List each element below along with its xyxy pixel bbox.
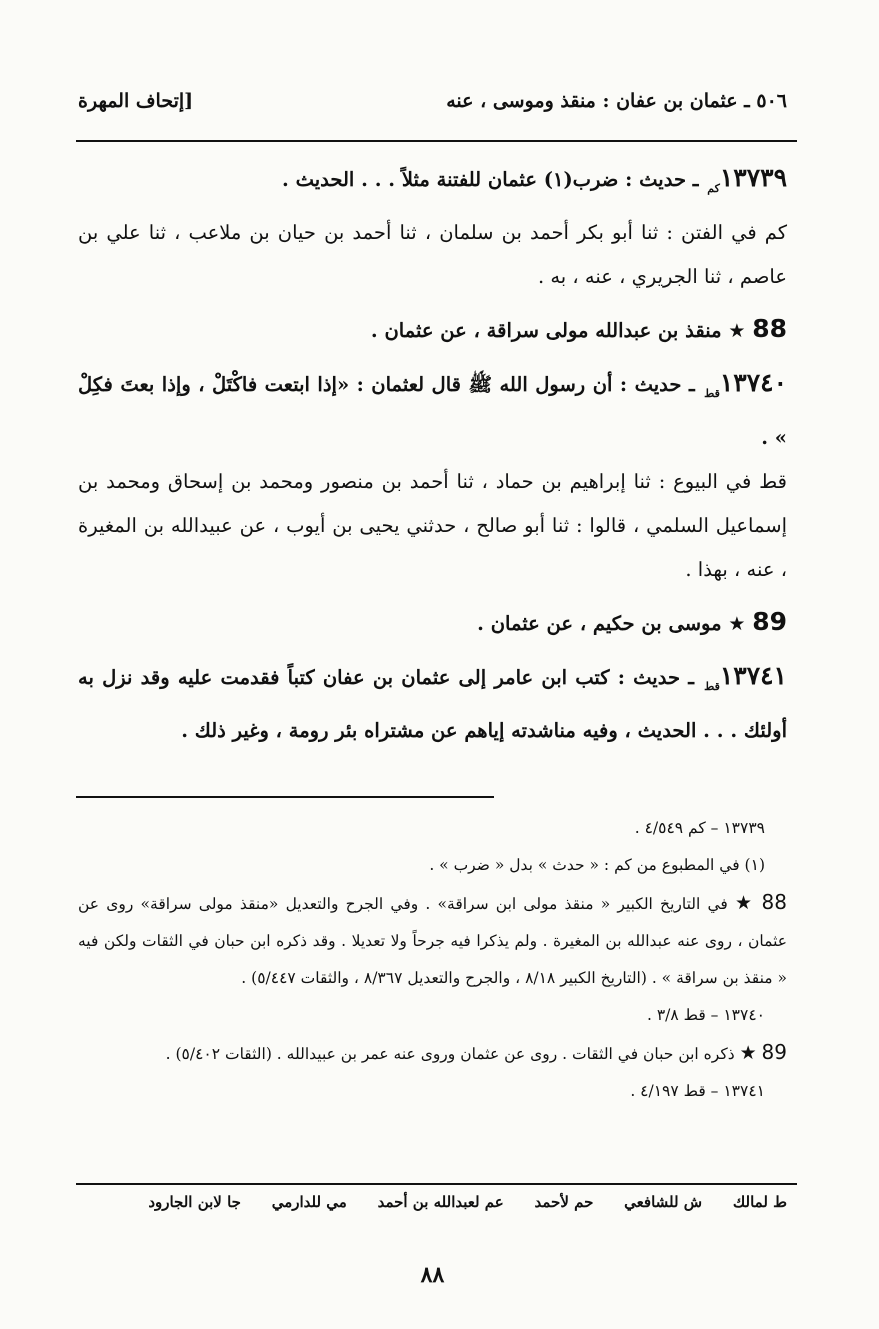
star-icon: ★ [735,892,755,914]
header-book-title: [إتحاف المهرة [78,90,194,112]
running-header [78,86,787,126]
main-text [78,156,787,753]
hadith-number: ١٣٧٤١ [719,661,787,690]
star-icon: ★ [728,613,746,635]
footnote-source: ١٣٧٣٩ – كم ٤/٥٤٩ . [634,819,765,837]
hadith-entry [78,654,787,753]
footnote-rule [76,796,494,798]
bio-number: 88 [752,314,787,343]
hadith-entry [78,156,787,211]
star-icon: ★ [739,1042,757,1064]
abbreviation-key [78,1193,787,1211]
footnote-source: ١٣٧٤٠ – قط ٣/٨ . [646,1006,765,1024]
page-number: ٨٨ [420,1262,445,1288]
bio-number: 88 [761,890,787,914]
abbreviation-item: ط لمالك [732,1193,787,1211]
footnote-source: ١٣٧٤١ – قط ٤/١٩٧ . [630,1082,765,1100]
hadith-text: ـ حديث : ضرب(١) عثمان للفتنة مثلاً . . . الحديث . [282,168,699,191]
abbreviation-item: حم لأحمد [534,1193,594,1211]
footnote-bio [78,884,787,997]
isnad-text: كم في الفتن : ثنا أبو بكر أحمد بن سلمان ، ثنا أحمد بن حيان بن ملاعب ، ثنا علي بن عاصم ، ثنا الجريري ، عنه ، به . [78,221,787,288]
hadith-text: ـ حديث : أن رسول الله ﷺ قال لعثمان : «إذا ابتعت فاكْتَلْ ، وإذا بعتَ فكِلْ » . [78,373,787,449]
bio-number: 89 [761,1040,787,1064]
abbreviation-item: مي للدارمي [271,1193,347,1211]
bio-number: 89 [752,607,787,636]
narrator-bio-heading [78,600,787,646]
footnote-bio-text: ذكره ابن حبان في الثقات . روى عن عثمان وروى عنه عمر بن عبيدالله . (الثقات ٥/٤٠٢) . [165,1045,735,1063]
hadith-entry [78,361,787,460]
header-title: ٥٠٦ ـ عثمان بن عفان : منقذ وموسى ، عنه [446,90,787,112]
source-code: قط [704,387,720,400]
hadith-number: ١٣٧٤٠ [719,368,787,397]
source-code: قط [704,680,720,693]
star-icon: ★ [728,320,746,342]
header-rule [76,140,797,142]
footnote-bio-text: في التاريخ الكبير « منقذ مولى ابن سراقة» . وفي الجرح والتعديل «منقذ مولى سراقة» روى عن عثمان ، روى عنه عبدالله بن المغيرة . ولم يذكرا فيه جرحاً ولا تعديلا . وقد ذكره ابن حبان في الثقات ولكن فيه « منقذ بن سراقة » . (التاريخ الكبير ٨/١٨ ، والجرح والتعديل ٨/٣٦٧ ، والثقات ٥/٤٤٧) . [78,895,787,987]
isnad-text: قط في البيوع : ثنا إبراهيم بن حماد ، ثنا أحمد بن منصور ومحمد بن إسحاق ومحمد بن إسماعيل السلمي ، قالوا : ثنا أبو صالح ، حدثني يحيى بن أيوب ، عن عبيدالله بن المغيرة ، عنه ، بهذا . [78,470,787,581]
abbreviations-rule [76,1183,797,1185]
footnote-variant: (١) في المطبوع من كم : « حدث » بدل « ضرب » . [429,856,765,874]
abbreviation-item: عم لعبدالله بن أحمد [377,1193,504,1211]
abbreviation-item: ش للشافعي [624,1193,703,1211]
page [78,0,787,1329]
source-code: كم [707,182,720,195]
bio-text: موسى بن حكيم ، عن عثمان . [477,612,722,635]
abbreviation-item: جا لابن الجارود [148,1193,241,1211]
bio-text: منقذ بن عبدالله مولى سراقة ، عن عثمان . [370,319,722,342]
footnote-bio [78,1034,787,1073]
footnotes [78,810,787,1110]
hadith-text: ـ حديث : كتب ابن عامر إلى عثمان بن عفان كتباً فقدمت عليه وقد نزل به أولئك . . . الحديث ، وفيه مناشدته إياهم عن مشتراه بئر رومة ، وغير ذلك . [78,666,787,742]
hadith-number: ١٣٧٣٩ [719,163,787,192]
narrator-bio-heading [78,307,787,353]
